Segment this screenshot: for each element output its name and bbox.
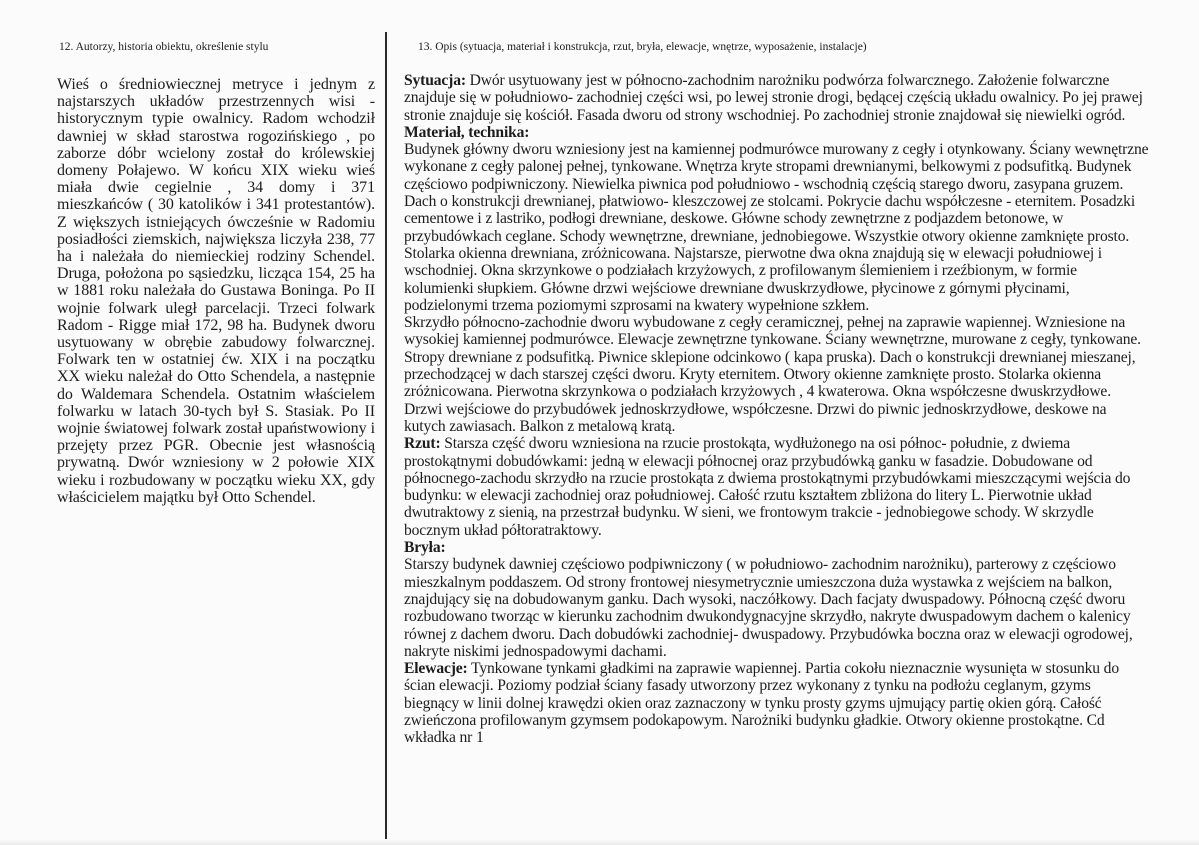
left-column bbox=[57, 40, 375, 506]
sytuacja-paragraph bbox=[404, 72, 1149, 124]
rzut-paragraph bbox=[404, 435, 1149, 539]
scan-edge bbox=[0, 839, 1199, 845]
bryla-heading: Bryła: bbox=[404, 539, 446, 557]
history-text: Wieś o średniowiecznej metryce i jednym z najstarszych układów przestrzennych wisi - historycznym typie owalnicy. Radom wchodził dawniej w skład starostwa rogozińskiego , po zaborze dóbr wcielony został do królewskiej domeny Połajewo. W końcu XIX wieku wieś miała dwie cegielnie , 34 domy i 371 mieszkańców ( 30 katolików i 341 protestantów). Z większych istniejących ówcześnie w Radomiu posiadłości ziemskich, największa liczyła 238, 77 ha i należała do niemieckiej rodziny Schendel. Druga, położona po sąsiedzku, licząca 154, 25 ha w 1881 roku należała do Gustawa Boninga. Po II wojnie folwark uległ parcelacji. Trzeci folwark Radom - Rigge miał 172, 98 ha. Budynek dworu usytuowany w obrębie zabudowy folwarcznej. Folwark ten w ostatniej ćw. XIX i na początku XX wieku należał do Otto Schendela, a następnie do Waldemara Schendela. Ostatnim właścielem folwarku w latach 30-tych był S. Stasiak. Po II wojnie światowej folwark został upaństwowiony i przejęty przez PGR. Obecnie jest własnością prywatną. Dwór wzniesiony w 2 połowie XIX wieku i rozbudowany w początku wieku XX, gdy właścicielem majątku był Otto Schendel. bbox=[57, 76, 375, 506]
material-paragraph-2: Skrzydło północno-zachodnie dworu wybudowane z cegły ceramicznej, pełnej na zaprawie wapiennej. Wzniesione na wysokiej kamiennej podmurówce. Elewacje zewnętrzne tynkowane. Ściany wewnętrzne, murowane z cegły, tynkowane. Stropy drewniane z podsufitką. Piwnice sklepione odcinkowo ( kapa pruska). Dach o konstrukcji drewnianej mieszanej, przechodzącej w dach starszej części dworu. Kryty eternitem. Otwory okienne zamknięte prosto. Stolarka okienna zróżnicowana. Pierwotna skrzynkowa o podziałach krzyżowych , 4 kwaterowa. Okna współczesne dwuskrzydłowe. Drzwi wejściowe do przybudówek jednoskrzydłowe, współczesne. Drzwi do piwnic jednoskrzydłowe, deskowe na kutych zawiasach. Balkon z metalową kratą. bbox=[404, 314, 1141, 435]
bryla-heading-line bbox=[404, 539, 1149, 556]
rzut-heading: Rzut: bbox=[404, 435, 441, 453]
section-12-header: 12. Autorzy, historia obiektu, określenie stylu bbox=[59, 41, 269, 53]
rzut-text: Starsza część dworu wzniesiona na rzucie prostokąta, wydłużonego na osi północ- południe, z dwiema prostokątnymi dobudówkami: jedną w elewacji północnej oraz przybudówką ganku w fasadzie. Dobudowane od północnego-zachodu skrzydło na rzucie prostokąta z dwiema prostokątnymi przybudówkami mieszczącymi wejścia do budynku: w elewacji zachodniej oraz południowej. Całość rzutu kształtem zbliżona do litery L. Pierwotnie układ dwutraktowy z sienią, na przestrzał budynku. W sieni, we frontowym trakcie - jednobiegowe schody. W skrzydle bocznym układ półtoratraktowy. bbox=[404, 435, 1131, 539]
elewacje-heading: Elewacje: bbox=[404, 660, 468, 678]
material-heading-line bbox=[404, 124, 1149, 141]
material-paragraph-1: Budynek główny dworu wzniesiony jest na kamiennej podmurówce murowany z cegły i otynkowany. Ściany wewnętrzne wykonane z cegły palonej pełnej, tynkowane. Wnętrza kryte stropami drewnianymi, belkowymi z podsufitką. Budynek częściowo podpiwniczony. Niewielka piwnica pod południowo - wschodnią częścią starego dworu, zasypana gruzem. Dach o konstrukcji drewnianej, płatwiowo- kleszczowej ze stolcami. Pokrycie dachu współczesne - eternitem. Posadzki cementowe i z lastriko, podłogi drewniane, deskowe. Główne schody zewnętrzne z podjazdem betonowe, w przybudówkach ceglane. Schody wewnętrzne, drewniane, jednobiegowe. Wszystkie otwory okienne zamknięte prosto. Stolarka okienna drewniana, zróżnicowana. Najstarsze, pierwotne dwa okna znajdują się w elewacji południowej i wschodniej. Okna skrzynkowe o podziałach krzyżowych, z profilowanym ślemieniem i rzeźbionym, w formie kolumienki słupkiem. Główne drzwi wejściowe drewniane dwuskrzydłowe, płycinowe z górnymi płycinami, podzielonymi trzema poziomymi szprosami na kwatery wypełnione szkłem. bbox=[404, 141, 1149, 314]
elewacje-paragraph bbox=[404, 660, 1149, 746]
sytuacja-text: Dwór usytuowany jest w północno-zachodnim narożniku podwórza folwarcznego. Założenie folwarczne znajduje się w południowo- zachodniej części wsi, po lewej stronie drogi, będącej częścią układu owalnicy. Po jej prawej stronie znajduje się kościół. Fasada dworu od strony wschodniej. Po zachodniej stronie znajdował się niewielki ogród. bbox=[404, 72, 1143, 124]
bryla-paragraph: Starszy budynek dawniej częściowo podpiwniczony ( w południowo- zachodnim narożniku), parterowy z częściowo mieszkalnym poddaszem. Od strony frontowej niesymetrycznie umieszczona duża wystawka z wejściem na balkon, znajdujący się na dobudowanym ganku. Dach wysoki, naczółkowy. Dach facjaty dwuspadowy. Północną część dworu rozbudowano tworząc w kierunku zachodnim dwukondygnacyjne skrzydło, nakryte dwuspadowym dachem o kalenicy równej z dachem dworu. Dach dobudówki zachodniej- dwuspadowy. Przybudówka boczna oraz w elewacji ogrodowej, nakryte niskimi jednospadowymi dachami. bbox=[404, 556, 1133, 660]
sytuacja-heading: Sytuacja: bbox=[404, 72, 466, 89]
right-column bbox=[404, 40, 1149, 747]
section-13-header: 13. Opis (sytuacja, materiał i konstrukcja, rzut, bryła, elewacje, wnętrze, wyposażenie, instalacje) bbox=[418, 41, 867, 53]
column-divider bbox=[385, 32, 387, 840]
material-heading: Materiał, technika: bbox=[404, 123, 530, 141]
description-text bbox=[404, 72, 1149, 747]
elewacje-text: Tynkowane tynkami gładkimi na zaprawie wapiennej. Partia cokołu nieznacznie wysunięta w stosunku do ścian elewacji. Poziomy podział ściany fasady utworzony przez wykonany z tynku na podłożu ceglanym, gzyms biegnący w linii dolnej krawędzi okien oraz zaznaczony w tynku prosty gzyms ujmujący partię okien górą. Całość zwieńczona profilowanym gzymsem podokapowym. Narożniki budynku gładkie. Otwory okienne prostokątne. Cd wkładka nr 1 bbox=[404, 660, 1119, 747]
